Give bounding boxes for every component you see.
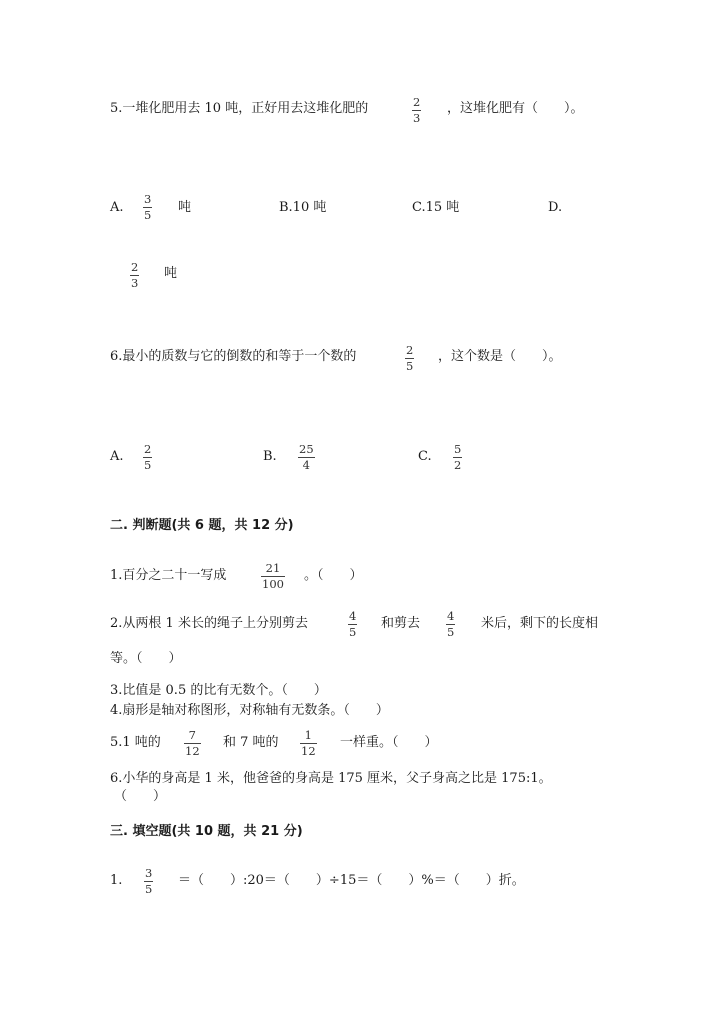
judge-2-start: 2.从两根 1 米长的绳子上分别剪去 bbox=[110, 616, 308, 631]
judge-6-answer: （ ） bbox=[114, 789, 167, 804]
numerator: 2 bbox=[144, 442, 152, 456]
denominator: 2 bbox=[454, 458, 462, 472]
judge-5-fraction-2 bbox=[300, 729, 317, 758]
q5-stem-fraction bbox=[412, 96, 421, 125]
judge-2-end: 米后，剩下的长度相 bbox=[481, 616, 599, 631]
q5-stem-start: 5.一堆化肥用去 10 吨，正好用去这堆化肥的 bbox=[110, 101, 369, 116]
q5-option-d-fraction bbox=[130, 261, 139, 290]
denominator: 5 bbox=[144, 208, 152, 222]
judge-2-continued: 等。（ ） bbox=[110, 651, 182, 666]
q6-option-c-label: C. bbox=[418, 449, 432, 464]
fill-1-fraction bbox=[144, 867, 153, 896]
denominator: 5 bbox=[144, 458, 152, 472]
q5-option-d-label: D. bbox=[548, 200, 563, 215]
judge-5-middle: 和 7 吨的 bbox=[223, 735, 279, 750]
denominator: 12 bbox=[301, 744, 316, 758]
denominator: 4 bbox=[302, 458, 310, 472]
judge-2-fraction-1 bbox=[348, 610, 357, 639]
section-3-title: 三. 填空题(共 10 题，共 21 分) bbox=[110, 824, 303, 839]
fill-1-number: 1. bbox=[110, 873, 123, 888]
judge-4: 4.扇形是轴对称图形，对称轴有无数条。（ ） bbox=[110, 703, 389, 718]
q6-option-a-fraction bbox=[143, 443, 152, 472]
q5-option-b: B.10 吨 bbox=[279, 200, 327, 215]
judge-6: 6.小华的身高是 1 米，他爸爸的身高是 175 厘米，父子身高之比是 175:1。 bbox=[110, 771, 552, 786]
numerator: 3 bbox=[145, 866, 153, 880]
section-2-title: 二. 判断题(共 6 题，共 12 分) bbox=[110, 518, 294, 533]
denominator: 5 bbox=[447, 625, 455, 639]
judge-2-fraction-2 bbox=[446, 610, 455, 639]
denominator: 3 bbox=[131, 276, 139, 290]
q6-stem-start: 6.最小的质数与它的倒数的和等于一个数的 bbox=[110, 349, 357, 364]
judge-3: 3.比值是 0.5 的比有无数个。（ ） bbox=[110, 683, 327, 698]
q5-stem-end: ，这堆化肥有（ ）。 bbox=[447, 101, 584, 116]
numerator: 25 bbox=[299, 442, 314, 456]
denominator: 5 bbox=[145, 882, 153, 896]
denominator: 100 bbox=[262, 577, 284, 591]
q6-stem-end: ，这个数是（ ）。 bbox=[438, 349, 562, 364]
denominator: 5 bbox=[406, 359, 414, 373]
numerator: 1 bbox=[304, 728, 312, 742]
judge-1-fraction bbox=[261, 562, 285, 591]
numerator: 2 bbox=[131, 260, 139, 274]
denominator: 3 bbox=[413, 111, 421, 125]
judge-2-middle: 和剪去 bbox=[381, 616, 421, 631]
q5-option-a-fraction bbox=[143, 193, 152, 222]
q6-option-c-fraction bbox=[453, 443, 462, 472]
numerator: 7 bbox=[188, 728, 196, 742]
denominator: 12 bbox=[185, 744, 200, 758]
q5-option-a-unit: 吨 bbox=[178, 200, 192, 215]
numerator: 4 bbox=[447, 609, 455, 623]
judge-1-end: 。（ ） bbox=[304, 568, 363, 583]
judge-5-fraction-1 bbox=[184, 729, 201, 758]
numerator: 3 bbox=[144, 192, 152, 206]
judge-5-end: 一样重。（ ） bbox=[340, 735, 438, 750]
q5-option-a-label: A. bbox=[110, 200, 124, 215]
q6-option-b-label: B. bbox=[263, 449, 277, 464]
q5-option-d-unit: 吨 bbox=[164, 266, 178, 281]
q6-option-a-label: A. bbox=[110, 449, 124, 464]
numerator: 21 bbox=[265, 561, 281, 575]
q5-option-c: C.15 吨 bbox=[412, 200, 460, 215]
numerator: 2 bbox=[413, 95, 421, 109]
judge-5-start: 5.1 吨的 bbox=[110, 735, 161, 750]
numerator: 5 bbox=[454, 442, 462, 456]
q6-option-b-fraction bbox=[298, 443, 315, 472]
fill-1-equation: ＝（ ）:20＝（ ）÷15＝（ ）%＝（ ）折。 bbox=[178, 873, 525, 888]
numerator: 4 bbox=[349, 609, 357, 623]
judge-1-start: 1.百分之二十一写成 bbox=[110, 568, 227, 583]
numerator: 2 bbox=[406, 343, 414, 357]
q6-stem-fraction bbox=[405, 344, 414, 373]
denominator: 5 bbox=[349, 625, 357, 639]
